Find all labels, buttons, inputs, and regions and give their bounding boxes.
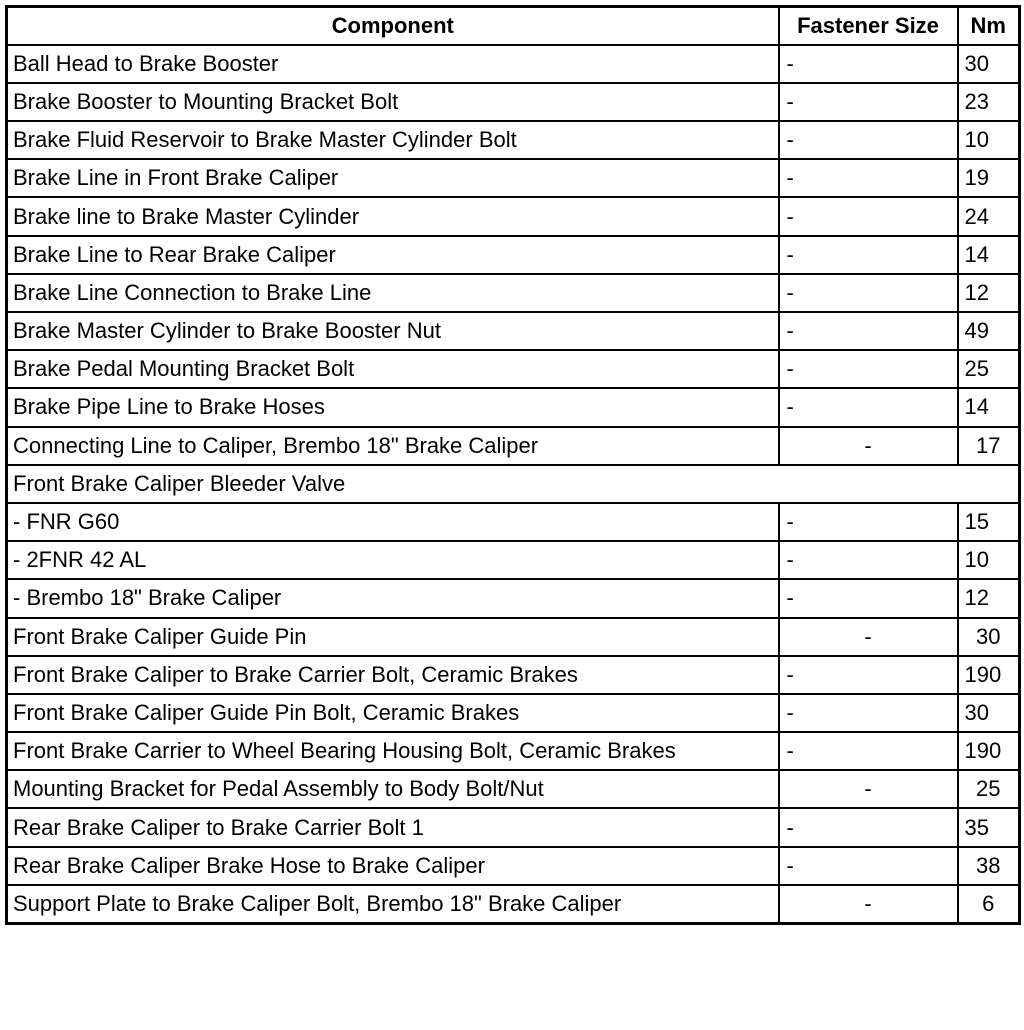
table-row bbox=[7, 83, 1020, 121]
nm-cell: 10 bbox=[958, 541, 1020, 579]
nm-cell: 6 bbox=[958, 885, 1020, 923]
fastener-size-cell: - bbox=[779, 618, 958, 656]
fastener-size-cell: - bbox=[779, 197, 958, 235]
nm-cell: 35 bbox=[958, 808, 1020, 846]
component-cell: Brake Pedal Mounting Bracket Bolt bbox=[7, 350, 779, 388]
fastener-size-cell: - bbox=[779, 847, 958, 885]
group-heading-cell: Front Brake Caliper Bleeder Valve bbox=[7, 465, 1020, 503]
table-row bbox=[7, 236, 1020, 274]
table-row bbox=[7, 503, 1020, 541]
nm-cell: 12 bbox=[958, 579, 1020, 617]
table-row bbox=[7, 808, 1020, 846]
table-row bbox=[7, 770, 1020, 808]
nm-cell: 190 bbox=[958, 656, 1020, 694]
nm-cell: 30 bbox=[958, 45, 1020, 83]
table-row bbox=[7, 847, 1020, 885]
component-cell: Brake Line Connection to Brake Line bbox=[7, 274, 779, 312]
table-row bbox=[7, 312, 1020, 350]
fastener-size-cell: - bbox=[779, 885, 958, 923]
nm-cell: 190 bbox=[958, 732, 1020, 770]
nm-cell: 25 bbox=[958, 770, 1020, 808]
header-nm: Nm bbox=[958, 7, 1020, 45]
table-row bbox=[7, 885, 1020, 923]
nm-cell: 49 bbox=[958, 312, 1020, 350]
nm-cell: 17 bbox=[958, 427, 1020, 465]
nm-cell: 25 bbox=[958, 350, 1020, 388]
table-row bbox=[7, 121, 1020, 159]
nm-cell: 30 bbox=[958, 694, 1020, 732]
header-fastener-size: Fastener Size bbox=[779, 7, 958, 45]
fastener-size-cell: - bbox=[779, 541, 958, 579]
fastener-size-cell: - bbox=[779, 732, 958, 770]
nm-cell: 38 bbox=[958, 847, 1020, 885]
table-row bbox=[7, 579, 1020, 617]
torque-spec-table bbox=[5, 5, 1021, 925]
table-row bbox=[7, 541, 1020, 579]
fastener-size-cell: - bbox=[779, 83, 958, 121]
nm-cell: 23 bbox=[958, 83, 1020, 121]
component-cell: Brake line to Brake Master Cylinder bbox=[7, 197, 779, 235]
fastener-size-cell: - bbox=[779, 350, 958, 388]
component-cell: Rear Brake Caliper Brake Hose to Brake Caliper bbox=[7, 847, 779, 885]
nm-cell: 15 bbox=[958, 503, 1020, 541]
header-component: Component bbox=[7, 7, 779, 45]
component-cell: Front Brake Carrier to Wheel Bearing Housing Bolt, Ceramic Brakes bbox=[7, 732, 779, 770]
component-cell: Brake Booster to Mounting Bracket Bolt bbox=[7, 83, 779, 121]
table-row bbox=[7, 159, 1020, 197]
component-cell: Brake Line to Rear Brake Caliper bbox=[7, 236, 779, 274]
nm-cell: 12 bbox=[958, 274, 1020, 312]
fastener-size-cell: - bbox=[779, 579, 958, 617]
component-cell: Front Brake Caliper Guide Pin Bolt, Ceramic Brakes bbox=[7, 694, 779, 732]
fastener-size-cell: - bbox=[779, 236, 958, 274]
table-row bbox=[7, 732, 1020, 770]
nm-cell: 19 bbox=[958, 159, 1020, 197]
table-row bbox=[7, 45, 1020, 83]
table-row bbox=[7, 618, 1020, 656]
fastener-size-cell: - bbox=[779, 427, 958, 465]
table-group-row bbox=[7, 465, 1020, 503]
nm-cell: 10 bbox=[958, 121, 1020, 159]
table-header-row bbox=[7, 7, 1020, 45]
fastener-size-cell: - bbox=[779, 388, 958, 426]
fastener-size-cell: - bbox=[779, 274, 958, 312]
component-cell: Rear Brake Caliper to Brake Carrier Bolt 1 bbox=[7, 808, 779, 846]
fastener-size-cell: - bbox=[779, 808, 958, 846]
table-row bbox=[7, 350, 1020, 388]
table-row bbox=[7, 656, 1020, 694]
component-cell: - FNR G60 bbox=[7, 503, 779, 541]
nm-cell: 30 bbox=[958, 618, 1020, 656]
nm-cell: 24 bbox=[958, 197, 1020, 235]
fastener-size-cell: - bbox=[779, 121, 958, 159]
fastener-size-cell: - bbox=[779, 45, 958, 83]
component-cell: - Brembo 18" Brake Caliper bbox=[7, 579, 779, 617]
component-cell: Front Brake Caliper to Brake Carrier Bolt, Ceramic Brakes bbox=[7, 656, 779, 694]
fastener-size-cell: - bbox=[779, 656, 958, 694]
component-cell: Connecting Line to Caliper, Brembo 18" Brake Caliper bbox=[7, 427, 779, 465]
component-cell: Brake Master Cylinder to Brake Booster Nut bbox=[7, 312, 779, 350]
table-row bbox=[7, 388, 1020, 426]
nm-cell: 14 bbox=[958, 236, 1020, 274]
table-row bbox=[7, 197, 1020, 235]
table-row bbox=[7, 694, 1020, 732]
component-cell: Mounting Bracket for Pedal Assembly to Body Bolt/Nut bbox=[7, 770, 779, 808]
component-cell: Support Plate to Brake Caliper Bolt, Brembo 18" Brake Caliper bbox=[7, 885, 779, 923]
component-cell: Brake Line in Front Brake Caliper bbox=[7, 159, 779, 197]
component-cell: Ball Head to Brake Booster bbox=[7, 45, 779, 83]
fastener-size-cell: - bbox=[779, 312, 958, 350]
fastener-size-cell: - bbox=[779, 159, 958, 197]
table-row bbox=[7, 274, 1020, 312]
nm-cell: 14 bbox=[958, 388, 1020, 426]
table-row bbox=[7, 427, 1020, 465]
fastener-size-cell: - bbox=[779, 694, 958, 732]
component-cell: Brake Fluid Reservoir to Brake Master Cylinder Bolt bbox=[7, 121, 779, 159]
component-cell: Brake Pipe Line to Brake Hoses bbox=[7, 388, 779, 426]
component-cell: Front Brake Caliper Guide Pin bbox=[7, 618, 779, 656]
fastener-size-cell: - bbox=[779, 770, 958, 808]
component-cell: - 2FNR 42 AL bbox=[7, 541, 779, 579]
fastener-size-cell: - bbox=[779, 503, 958, 541]
